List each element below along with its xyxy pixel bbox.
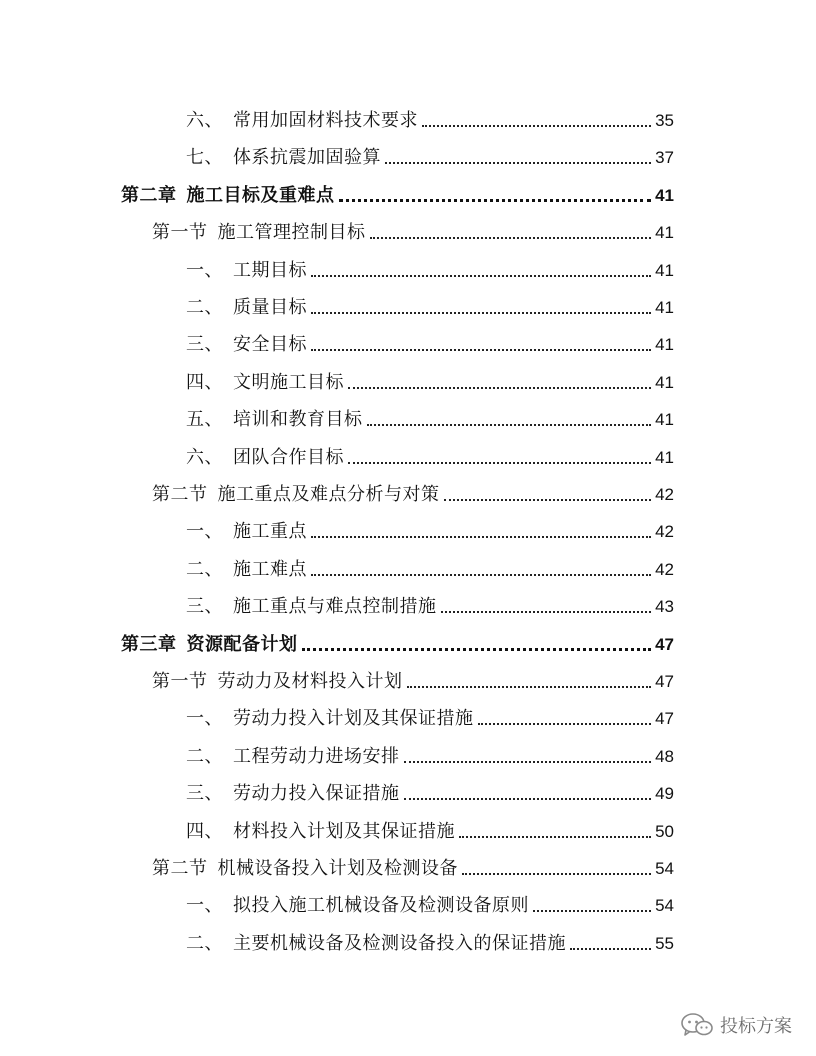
toc-dot-leader (385, 162, 651, 164)
toc-dot-leader (459, 836, 651, 838)
toc-entry-section (152, 851, 674, 881)
toc-entry-chapter (121, 178, 674, 208)
toc-entry-label (186, 109, 418, 133)
toc-entry-item (186, 365, 674, 395)
toc-entry-title: 工程劳动力进场安排 (233, 746, 400, 767)
toc-entry-prefix: 第一节 (152, 222, 208, 243)
toc-entry-item (186, 552, 674, 582)
toc-dot-leader (302, 648, 652, 651)
toc-dot-leader (478, 723, 652, 725)
toc-dot-leader (311, 574, 651, 576)
toc-entry-label (152, 670, 403, 694)
toc-entry-chapter (121, 627, 674, 657)
toc-entry-label (186, 296, 307, 320)
toc-dot-leader (404, 798, 652, 800)
toc-entry-item (186, 926, 674, 956)
toc-entry-item (186, 140, 674, 170)
toc-page-number: 42 (655, 560, 674, 579)
toc-entry-item (186, 888, 674, 918)
toc-entry-title: 常用加固材料技术要求 (233, 110, 418, 131)
toc-dot-leader (311, 349, 651, 351)
toc-dot-leader (441, 611, 652, 613)
toc-entry-label (186, 820, 455, 844)
toc-dot-leader (444, 499, 652, 501)
toc-entry-label (186, 894, 529, 918)
toc-entry-title: 材料投入计划及其保证措施 (233, 821, 455, 842)
toc-page-number: 50 (655, 822, 674, 841)
toc-entry-title: 劳动力投入保证措施 (233, 783, 400, 804)
toc-page-number: 54 (655, 859, 674, 878)
toc-entry-label (186, 745, 400, 769)
toc-entry-item (186, 253, 674, 283)
toc-entry-prefix: 五、 (186, 409, 223, 430)
toc-dot-leader (311, 275, 651, 277)
toc-dot-leader (404, 761, 652, 763)
toc-page-number: 43 (655, 597, 674, 616)
toc-page-number: 48 (655, 747, 674, 766)
toc-entry-prefix: 六、 (186, 110, 223, 131)
toc-entry-item (186, 327, 674, 357)
toc-page-number: 41 (655, 335, 674, 354)
toc-entry-item (186, 701, 674, 731)
toc-page-number: 41 (655, 448, 674, 467)
toc-page-number: 42 (655, 522, 674, 541)
toc-page-number: 47 (655, 635, 674, 654)
toc-entry-label (186, 446, 344, 470)
toc-dot-leader (533, 910, 651, 912)
toc-dot-leader (422, 125, 651, 127)
toc-page-number: 49 (655, 784, 674, 803)
toc-entry-prefix: 三、 (186, 596, 223, 617)
toc-entry-prefix: 第三章 (121, 634, 177, 655)
toc-page-number: 41 (655, 410, 674, 429)
toc-entry-label (186, 520, 307, 544)
toc-dot-leader (407, 686, 652, 688)
toc-entry-item (186, 814, 674, 844)
toc-entry-prefix: 二、 (186, 746, 223, 767)
toc-entry-item (186, 776, 674, 806)
toc-entry-prefix: 一、 (186, 708, 223, 729)
toc-entry-prefix: 第二节 (152, 484, 208, 505)
toc-page-number: 41 (655, 261, 674, 280)
toc-entry-title: 施工管理控制目标 (217, 222, 366, 243)
toc-dot-leader (311, 312, 651, 314)
toc-entry-prefix: 第一节 (152, 671, 208, 692)
toc-entry-prefix: 七、 (186, 147, 223, 168)
toc-dot-leader (348, 462, 651, 464)
toc-entry-prefix: 一、 (186, 895, 223, 916)
watermark (680, 1012, 792, 1038)
toc-entry-label (186, 333, 307, 357)
toc-dot-leader (462, 873, 651, 875)
toc-entry-section (152, 215, 674, 245)
watermark-text: 投标方案 (720, 1016, 792, 1037)
toc-entry-title: 施工重点 (233, 521, 307, 542)
toc-entry-prefix: 一、 (186, 521, 223, 542)
toc-entry-item (186, 290, 674, 320)
toc-entry-item (186, 589, 674, 619)
toc-entry-title: 劳动力及材料投入计划 (217, 671, 403, 692)
toc-entry-label (152, 221, 366, 245)
toc-entry-title: 施工重点与难点控制措施 (233, 596, 437, 617)
toc-entry-title: 资源配备计划 (186, 634, 298, 655)
toc-entry-item (186, 739, 674, 769)
toc-entry-prefix: 一、 (186, 260, 223, 281)
toc-entry-section (152, 477, 674, 507)
toc-entry-item (186, 440, 674, 470)
toc-dot-leader (570, 948, 651, 950)
toc-entry-title: 文明施工目标 (233, 372, 344, 393)
toc-page-number: 41 (655, 223, 674, 242)
toc-entry-label (186, 707, 474, 731)
toc-entry-item (186, 103, 674, 133)
toc-entry-label (121, 633, 298, 657)
toc-entry-prefix: 二、 (186, 933, 223, 954)
toc-entry-prefix: 四、 (186, 372, 223, 393)
toc-page-number: 42 (655, 485, 674, 504)
toc-page-number: 55 (655, 934, 674, 953)
toc-entry-title: 机械设备投入计划及检测设备 (217, 858, 458, 879)
toc-entry-label (121, 184, 335, 208)
toc-entry-label (186, 558, 307, 582)
toc-entry-prefix: 三、 (186, 334, 223, 355)
toc-entry-prefix: 二、 (186, 559, 223, 580)
toc-entry-prefix: 二、 (186, 297, 223, 318)
toc-entry-item (186, 402, 674, 432)
toc-entry-label (186, 595, 437, 619)
toc-entry-prefix: 三、 (186, 783, 223, 804)
toc-entry-label (186, 782, 400, 806)
toc-dot-leader (348, 387, 651, 389)
toc-page-number: 41 (655, 373, 674, 392)
toc-entry-label (186, 146, 381, 170)
toc-page-number: 41 (655, 186, 674, 205)
toc-page-number: 47 (655, 672, 674, 691)
toc-entry-label (152, 857, 458, 881)
toc-page-number: 37 (655, 148, 674, 167)
toc-entry-title: 安全目标 (233, 334, 307, 355)
toc-page-number: 35 (655, 111, 674, 130)
toc-entry-label (186, 408, 363, 432)
toc-entry-section (152, 664, 674, 694)
toc-entry-label (186, 259, 307, 283)
toc-entry-title: 施工难点 (233, 559, 307, 580)
toc-entry-title: 主要机械设备及检测设备投入的保证措施 (233, 933, 566, 954)
toc-entry-title: 施工重点及难点分析与对策 (217, 484, 440, 505)
toc-page-number: 47 (655, 709, 674, 728)
toc-entry-prefix: 第二节 (152, 858, 208, 879)
toc-entry-label (152, 483, 440, 507)
toc-entry-title: 拟投入施工机械设备及检测设备原则 (233, 895, 529, 916)
toc-page-number: 54 (655, 896, 674, 915)
toc-entry-item (186, 514, 674, 544)
toc-dot-leader (367, 424, 652, 426)
toc-entry-label (186, 932, 566, 956)
toc-entry-label (186, 371, 344, 395)
toc-dot-leader (370, 237, 652, 239)
toc-entry-prefix: 六、 (186, 447, 223, 468)
toc-dot-leader (339, 199, 652, 202)
toc-entry-prefix: 第二章 (121, 185, 177, 206)
toc-page-number: 41 (655, 298, 674, 317)
toc-entry-prefix: 四、 (186, 821, 223, 842)
toc-entry-title: 质量目标 (233, 297, 307, 318)
toc-entry-title: 体系抗震加固验算 (233, 147, 381, 168)
toc-dot-leader (311, 536, 651, 538)
toc-entry-title: 团队合作目标 (233, 447, 344, 468)
toc-entry-title: 工期目标 (233, 260, 307, 281)
toc-entry-title: 培训和教育目标 (233, 409, 363, 430)
toc-entry-title: 施工目标及重难点 (186, 185, 335, 206)
wechat-icon (680, 1012, 714, 1038)
toc-entry-title: 劳动力投入计划及其保证措施 (233, 708, 474, 729)
